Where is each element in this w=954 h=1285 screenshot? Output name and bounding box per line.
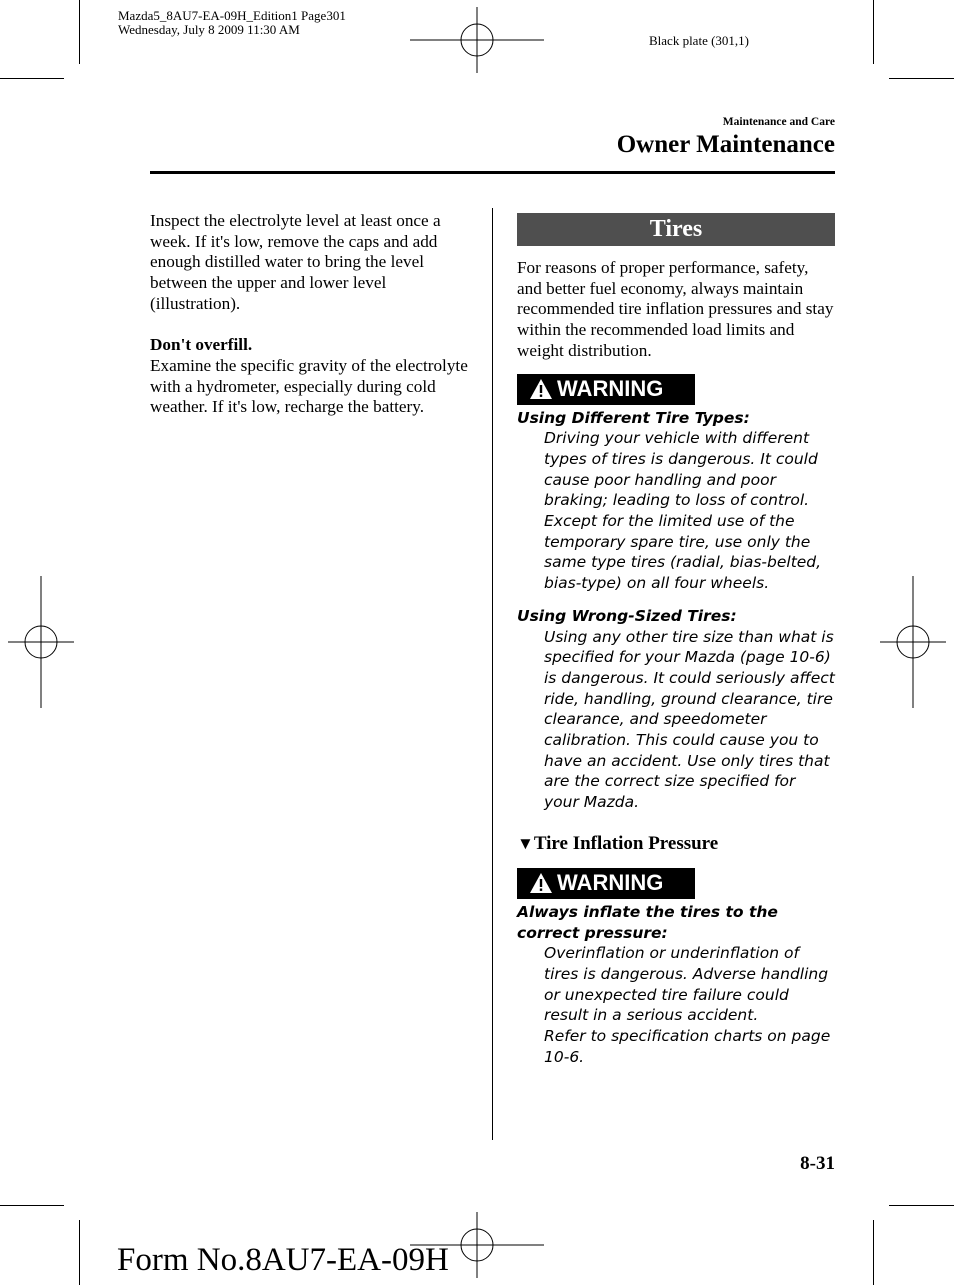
crop-mark-top-right-horizontal [889,78,954,79]
section-label: Maintenance and Care [722,116,835,128]
form-number: Form No.8AU7-EA-09H [117,1242,449,1278]
right-column [517,213,835,1068]
tires-intro: For reasons of proper performance, safety, and better fuel economy, always maintain recommended tire inflation pressures and stay within the recommended load limits and weight distribution. [517,258,834,360]
warning-2-body: Using any other tire size than what is specified for your Mazda (page 10-6) is dangerous. It could seriously affect ride, handling, ground clearance, tire clearance, and speedometer calibration. This could cause you to have an accident. Use only tires that are the correct size specified for your Mazda. [544,627,835,812]
warning-3-body-2: Refer to specification charts on page 10-6. [544,1027,831,1066]
warning-triangle-icon [529,872,553,894]
print-info-line1: Mazda5_8AU7-EA-09H_Edition1 Page301 [118,8,346,23]
left-column [150,211,470,418]
warning-1-title: Using Different Tire Types: [517,408,750,427]
page-title: Owner Maintenance [616,131,835,158]
crop-mark-bottom-left-vertical [79,1220,80,1285]
warning-banner-2 [517,868,695,899]
triangle-down-icon: ▼ [517,833,534,853]
crop-mark-bottom-left-horizontal [0,1205,64,1206]
print-info-plate: Black plate (301,1) [649,33,749,48]
warning-label: WARNING [557,376,664,402]
tires-heading: Tires [517,213,835,246]
warning-1-content [517,408,835,594]
dont-overfill-note: Don't overfill. [150,335,253,355]
warning-3-body-1: Overinflation or underinflation of tires is dangerous. Adverse handling or unexpected tire failure could result in a serious accident. [544,944,829,1025]
crop-mark-bottom-right-horizontal [889,1205,954,1206]
registration-mark-right [880,576,946,708]
warning-3-content [517,902,835,1068]
registration-mark-left [8,576,74,708]
column-divider [492,208,493,1140]
header-rule [150,171,835,174]
battery-paragraph-1: Inspect the electrolyte level at least once a week. If it's low, remove the caps and add enough distilled water to bring the level between the upper and lower level (illustration). [150,211,441,313]
warning-3-title: Always inflate the tires to the correct pressure: [517,902,778,942]
warning-1-body: Driving your vehicle with different types of tires is dangerous. It could cause poor handling and poor braking; leading to loss of control. Except for the limited use of the temporary spare tire, use only the same type tires (radial, bias-belted, bias-type) on all four wheels. [544,429,822,593]
registration-mark-top [410,7,544,73]
tire-inflation-subheading [517,833,835,855]
warning-2-title: Using Wrong-Sized Tires: [517,606,737,625]
crop-mark-bottom-right-vertical [873,1220,874,1285]
crop-mark-top-left-horizontal [0,78,64,79]
battery-paragraph-2: Examine the specific gravity of the electrolyte with a hydrometer, especially during cold weather. If it's low, recharge the battery. [150,355,468,417]
warning-label: WARNING [557,870,664,896]
warning-banner-1 [517,374,695,405]
crop-mark-top-left-vertical [79,0,80,64]
page-number: 8-31 [800,1153,835,1174]
warning-triangle-icon [529,378,553,400]
warning-2-content [517,606,835,813]
print-info-line2: Wednesday, July 8 2009 11:30 AM [118,22,300,37]
subheading-text: Tire Inflation Pressure [533,832,719,854]
crop-mark-top-right-vertical [873,0,874,64]
